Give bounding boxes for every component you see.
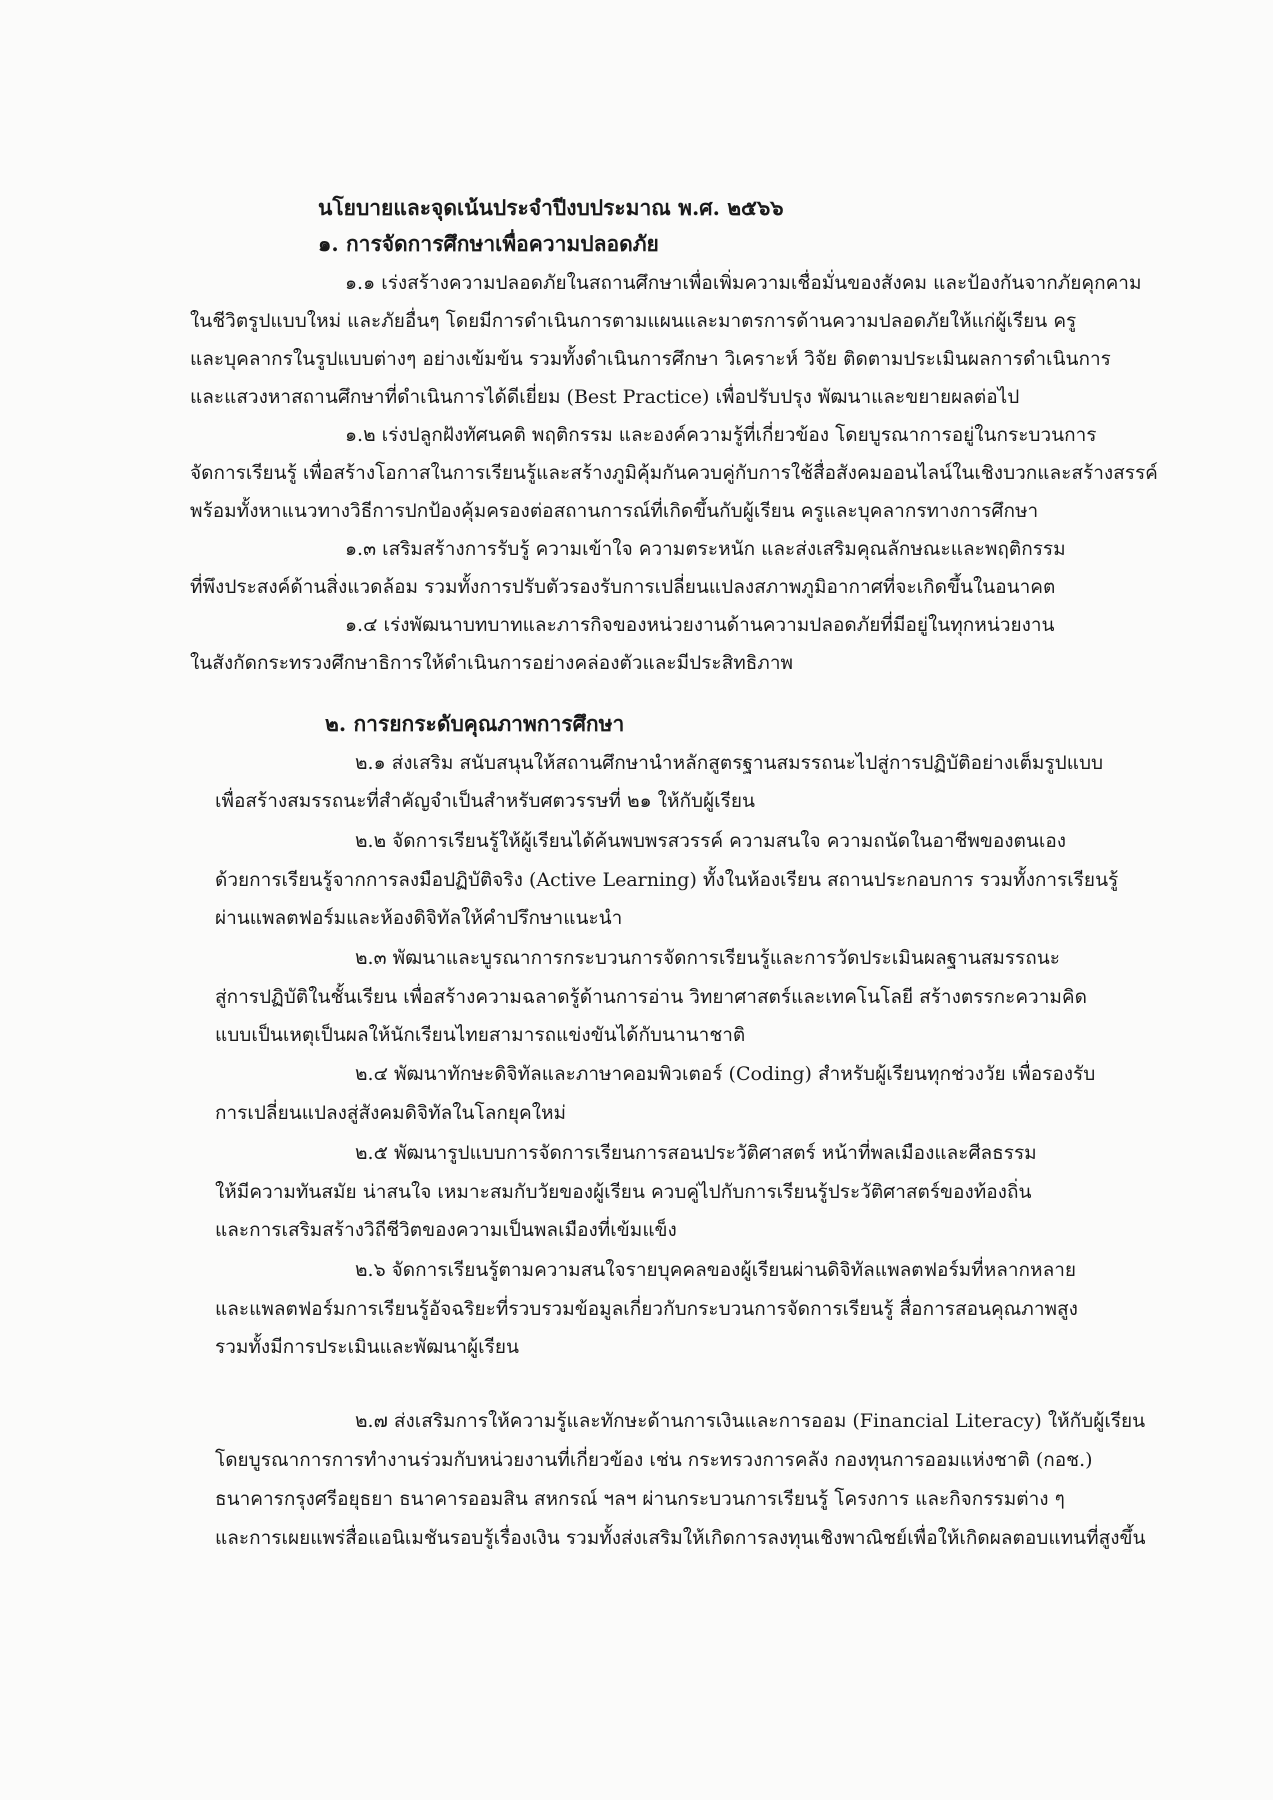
paragraph-line: ในชีวิตรูปแบบใหม่ และภัยอื่นๆ โดยมีการดำเนินการตามแผนและมาตรการด้านความปลอดภัยให้แก่ผู้เรียน ครู [190,310,1077,332]
paragraph-line: ๑.๑ เร่งสร้างความปลอดภัยในสถานศึกษาเพื่อเพิ่มความเชื่อมั่นของสังคม และป้องกันจากภัยคุกคาม [345,272,1142,294]
paragraph-line: ๒.๖ จัดการเรียนรู้ตามความสนใจรายบุคคลของผู้เรียนผ่านดิจิทัลแพลตฟอร์มที่หลากหลาย [355,1259,1077,1281]
paragraph-line: พร้อมทั้งหาแนวทางวิธีการปกป้องคุ้มครองต่อสถานการณ์ที่เกิดขึ้นกับผู้เรียน ครูและบุคลากรทางการศึกษา [190,500,1039,522]
paragraph-line: และบุคลากรในรูปแบบต่างๆ อย่างเข้มข้น รวมทั้งดำเนินการศึกษา วิเคราะห์ วิจัย ติดตามประเมินผลการดำเนินการ [190,348,1111,370]
paragraph-line: โดยบูรณาการการทำงานร่วมกับหน่วยงานที่เกี่ยวข้อง เช่น กระทรวงการคลัง กองทุนการออมแห่งชาติ (กอช.) [215,1449,1093,1471]
paragraph-line: ๑.๓ เสริมสร้างการรับรู้ ความเข้าใจ ความตระหนัก และส่งเสริมคุณลักษณะและพฤติกรรม [345,538,1066,560]
document-title: นโยบายและจุดเน้นประจำปีงบประมาณ พ.ศ. ๒๕๖๖ [318,195,784,220]
paragraph-line: ผ่านแพลตฟอร์มและห้องดิจิทัลให้คำปรึกษาแนะนำ [215,907,623,929]
paragraph-line: ๒.๗ ส่งเสริมการให้ความรู้และทักษะด้านการเงินและการออม (Financial Literacy) ให้กับผู้เรียน [355,1410,1146,1432]
paragraph-line: ธนาคารกรุงศรีอยุธยา ธนาคารออมสิน สหกรณ์ ฯลฯ ผ่านกระบวนการเรียนรู้ โครงการ และกิจกรรมต่าง ๆ [215,1488,1065,1510]
paragraph-line: ๒.๒ จัดการเรียนรู้ให้ผู้เรียนได้ค้นพบพรสวรรค์ ความสนใจ ความถนัดในอาชีพของตนเอง [355,830,1067,852]
paragraph-line: รวมทั้งมีการประเมินและพัฒนาผู้เรียน [215,1336,519,1358]
paragraph-line: และแพลตฟอร์มการเรียนรู้อัจฉริยะที่รวบรวมข้อมูลเกี่ยวกับกระบวนการจัดการเรียนรู้ สื่อการสอนคุณภาพสูง [215,1298,1078,1320]
paragraph-line: การเปลี่ยนแปลงสู่สังคมดิจิทัลในโลกยุคใหม่ [215,1102,567,1124]
paragraph-line: ๑.๒ เร่งปลูกฝังทัศนคติ พฤติกรรม และองค์ความรู้ที่เกี่ยวข้อง โดยบูรณาการอยู่ในกระบวนการ [345,424,1097,446]
paragraph-line: ในสังกัดกระทรวงศึกษาธิการให้ดำเนินการอย่างคล่องตัวและมีประสิทธิภาพ [190,652,794,674]
paragraph-line: ๒.๔ พัฒนาทักษะดิจิทัลและภาษาคอมพิวเตอร์ (Coding) สำหรับผู้เรียนทุกช่วงวัย เพื่อรองรับ [355,1063,1096,1085]
section-1-heading: ๑. การจัดการศึกษาเพื่อความปลอดภัย [318,231,659,256]
paragraph-line: จัดการเรียนรู้ เพื่อสร้างโอกาสในการเรียนรู้และสร้างภูมิคุ้มกันควบคู่กับการใช้สื่อสังคมออนไลน์ในเชิงบวกและสร้างสรรค์ [190,462,1158,484]
paragraph-line: ที่พึงประสงค์ด้านสิ่งแวดล้อม รวมทั้งการปรับตัวรองรับการเปลี่ยนแปลงสภาพภูมิอากาศที่จะเกิดขึ้นในอนาคต [190,576,1056,598]
paragraph-line: และแสวงหาสถานศึกษาที่ดำเนินการได้ดีเยี่ยม (Best Practice) เพื่อปรับปรุง พัฒนาและขยายผลต่อไป [190,386,1020,408]
paragraph-line: และการเผยแพร่สื่อแอนิเมชันรอบรู้เรื่องเงิน รวมทั้งส่งเสริมให้เกิดการลงทุนเชิงพาณิชย์เพื่อให้เกิดผลตอบแทนที่สูงขึ้น [215,1527,1146,1549]
paragraph-line: ๒.๓ พัฒนาและบูรณาการกระบวนการจัดการเรียนรู้และการวัดประเมินผลฐานสมรรถนะ [355,947,1060,969]
section-2-heading: ๒. การยกระดับคุณภาพการศึกษา [325,711,625,736]
paragraph-line: และการเสริมสร้างวิถีชีวิตของความเป็นพลเมืองที่เข้มแข็ง [215,1219,677,1241]
paragraph-line: ด้วยการเรียนรู้จากการลงมือปฏิบัติจริง (Active Learning) ทั้งในห้องเรียน สถานประกอบการ รวมทั้งการเรียนรู้ [215,869,1119,891]
paragraph-line: ให้มีความทันสมัย น่าสนใจ เหมาะสมกับวัยของผู้เรียน ควบคู่ไปกับการเรียนรู้ประวัติศาสตร์ของท้องถิ่น [215,1181,1032,1203]
paragraph-line: ๒.๕ พัฒนารูปแบบการจัดการเรียนการสอนประวัติศาสตร์ หน้าที่พลเมืองและศีลธรรม [355,1142,1037,1164]
paragraph-line: ๑.๔ เร่งพัฒนาบทบาทและภารกิจของหน่วยงานด้านความปลอดภัยที่มีอยู่ในทุกหน่วยงาน [345,614,1055,636]
paragraph-line: สู่การปฏิบัติในชั้นเรียน เพื่อสร้างความฉลาดรู้ด้านการอ่าน วิทยาศาสตร์และเทคโนโลยี สร้างตรรกะความคิด [215,986,1087,1008]
paragraph-line: แบบเป็นเหตุเป็นผลให้นักเรียนไทยสามารถแข่งขันได้กับนานาชาติ [215,1024,746,1046]
paragraph-line: เพื่อสร้างสมรรถนะที่สำคัญจำเป็นสำหรับศตวรรษที่ ๒๑ ให้กับผู้เรียน [215,790,756,812]
paragraph-line: ๒.๑ ส่งเสริม สนับสนุนให้สถานศึกษานำหลักสูตรฐานสมรรถนะไปสู่การปฏิบัติอย่างเต็มรูปแบบ [355,752,1104,774]
